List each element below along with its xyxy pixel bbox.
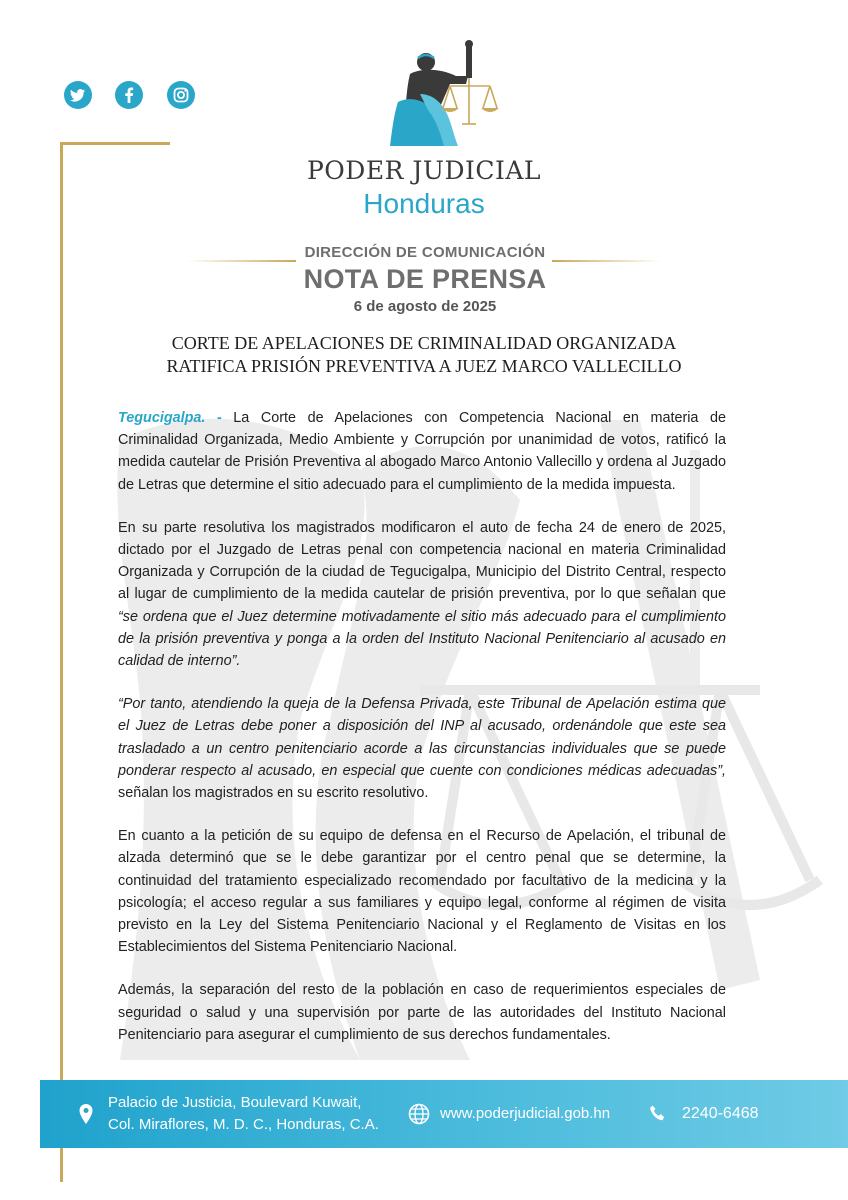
gold-border-vertical bbox=[60, 142, 63, 1182]
footer-phone bbox=[648, 1103, 759, 1125]
phone-text: 2240-6468 bbox=[682, 1105, 759, 1122]
facebook-icon[interactable] bbox=[114, 80, 144, 110]
website-text: www.poderjudicial.gob.hn bbox=[440, 1105, 611, 1122]
gold-border-horizontal bbox=[60, 142, 170, 145]
dateline-place: Tegucigalpa. - bbox=[118, 410, 222, 426]
document-date: 6 de agosto de 2025 bbox=[353, 298, 497, 315]
paragraph-5 bbox=[118, 979, 726, 1046]
address-line-1: Palacio de Justicia, Boulevard Kuwait, bbox=[108, 1094, 362, 1111]
headline-line-2: RATIFICA PRISIÓN PREVENTIVA A JUEZ MARCO VALLECILLO bbox=[166, 356, 682, 376]
paragraph-3-text: señalan los magistrados en su escrito resolutivo. bbox=[118, 785, 429, 802]
article-body bbox=[118, 407, 726, 1067]
footer-bar bbox=[40, 1080, 848, 1148]
phone-icon bbox=[648, 1104, 668, 1124]
paragraph-2-quote: “se ordena que el Juez determine motivadamente el sitio más adecuado para el cumplimiento de la prisión preventiva y ponga a la orden del Instituto Nacional Penitenciario al acusado en calidad de interno”. bbox=[118, 608, 726, 670]
headline bbox=[110, 332, 738, 378]
location-pin-icon bbox=[78, 1103, 94, 1125]
instagram-icon[interactable] bbox=[166, 80, 196, 110]
paragraph-3 bbox=[118, 693, 726, 804]
paragraph-2 bbox=[118, 517, 726, 672]
poder-judicial-logo bbox=[380, 38, 520, 150]
paragraph-1 bbox=[118, 407, 726, 496]
paragraph-5-text: Además, la separación del resto de la población en caso de requerimientos especiales de seguridad o salud y una supervisión por parte de las autoridades del Instituto Nacional Penitenciario para asegurar el cumplimiento de sus derechos fundamentales. bbox=[118, 982, 726, 1043]
org-name: PODER JUDICIAL bbox=[306, 156, 542, 185]
twitter-icon[interactable] bbox=[63, 80, 93, 110]
paragraph-3-quote: “Por tanto, atendiendo la queja de la Defensa Privada, este Tribunal de Apelación estima que el Juez de Letras debe poner a disposición del INP al acusado, ordenándole que este sea trasladado a un centro penitenciario acorde a las circunstancias individuales que se puede ponderar respecto al acusado, en especial que cuente con condiciones médicas adecuadas”, bbox=[118, 696, 726, 779]
org-country: Honduras bbox=[363, 188, 485, 219]
paragraph-2-text: En su parte resolutiva los magistrados modificaron el auto de fecha 24 de enero de 2025, dictado por el Juzgado de Letras penal con competencia nacional en materia Criminalidad Organizada y Corrupción de la ciudad de Tegucigalpa, Municipio del Distrito Central, respecto al lugar de cumplimiento de la medida cautelar de prisión preventiva, por lo que señalan que bbox=[118, 519, 726, 603]
globe-icon bbox=[408, 1103, 430, 1125]
document-type: NOTA DE PRENSA bbox=[303, 264, 547, 294]
department-title: DIRECCIÓN DE COMUNICACIÓN bbox=[304, 244, 546, 261]
footer-address bbox=[78, 1092, 379, 1136]
paragraph-1-text: La Corte de Apelaciones con Competencia Nacional en materia de Criminalidad Organizada, Medio Ambiente y Corrupción por unanimidad de votos, ratificó la medida cautelar de Prisión Preventiva al abogado Marco Antonio Vallecillo y ordena al Juzgado de Letras que determine el sitio adecuado para el cumplimiento de la medida impuesta. bbox=[118, 410, 726, 493]
paragraph-4-text: En cuanto a la petición de su equipo de defensa en el Recurso de Apelación, el tribunal de alzada determinó que se le debe garantizar por el centro penal que se determine, la continuidad del tratamiento especializado recomendado por facultativo de la medicina y la psicología; el acceso regular a sus familiares y equipo legal, conforme al régimen de visita previsto en la Ley del Sistema Penitenciario Nacional y el Reglamento de Visitas en los Establecimientos del Sistema Penitenciario Nacional. bbox=[118, 828, 726, 956]
headline-line-1: CORTE DE APELACIONES DE CRIMINALIDAD ORGANIZADA bbox=[171, 333, 677, 353]
paragraph-4 bbox=[118, 825, 726, 958]
address-line-2: Col. Miraflores, M. D. C., Honduras, C.A. bbox=[108, 1116, 379, 1133]
footer-website[interactable] bbox=[408, 1103, 610, 1125]
